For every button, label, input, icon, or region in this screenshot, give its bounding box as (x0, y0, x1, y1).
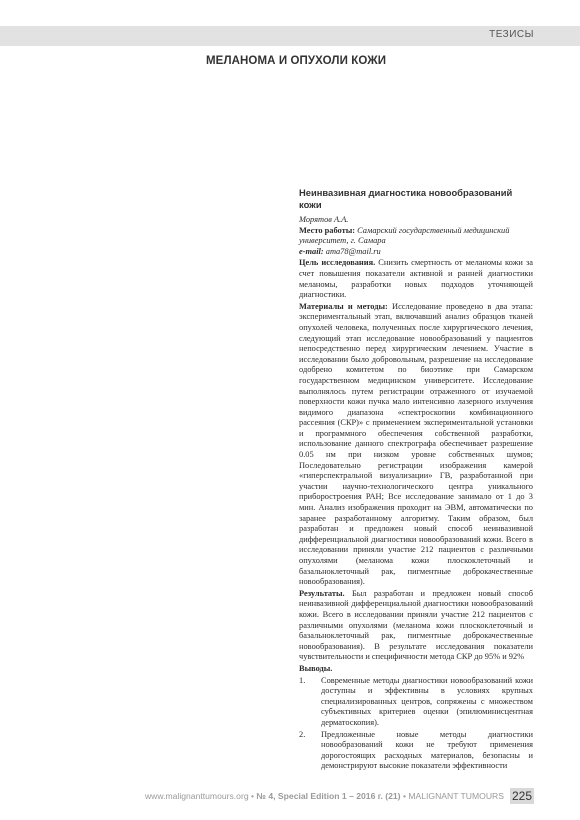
footer-issue: № 4, Special Edition 1 – 2016 г. (21) (256, 791, 401, 801)
list-item-number: 1. (299, 675, 306, 685)
methods-label: Материалы и методы: (299, 301, 388, 311)
section-label: ТЕЗИСЫ (489, 29, 534, 40)
footer-text: www.malignanttumours.org • № 4, Special Edition 1 – 2016 г. (21) • MALIGNANT TUMOURS (144, 791, 504, 801)
methods-paragraph (299, 302, 533, 588)
article-title: Неинвазивная диагностика новообразований кожи (299, 187, 513, 210)
workplace-value: Самарский государственный медицинский университет, г. Самара (299, 225, 510, 246)
page-footer (0, 788, 580, 804)
footer-journal: MALIGNANT TUMOURS (408, 791, 504, 801)
results-label: Результаты. (299, 588, 345, 598)
results-paragraph (299, 589, 533, 663)
email-value: ama78@mail.ru (325, 246, 381, 256)
results-text: Был разработан и предложен новый способ неинвазивной дифференциальной диагностики новообразований кожи. Всего в исследовании приняли участие 212 пациентов с различными опухолями (меланома кожи плоскоклеточный и базальноклеточный рак, пигментные доброкачественные новообразования). В результате исследования показатели чувствительности и специфичности метода СКР до 95% и 92% (299, 588, 533, 662)
list-item (299, 676, 533, 729)
article (299, 187, 533, 772)
aim-paragraph (299, 258, 533, 300)
rubric-title: МЕЛАНОМА И ОПУХОЛИ КОЖИ (206, 55, 387, 67)
list-item (299, 730, 533, 772)
workplace-label: Место работы: (299, 225, 356, 235)
page-number: 225 (511, 789, 533, 803)
workplace (299, 226, 533, 247)
email (299, 247, 533, 258)
footer-site-link[interactable]: www.malignanttumours.org (144, 791, 249, 801)
list-item-text: Современные методы диагностики новообразований кожи доступны и эффективны в условиях крупных специализированных центров, сопряжены с множеством субъективных критериев оценки (эпилюминисцентная дерматоскопия). (321, 675, 533, 727)
email-label: e-mail: (299, 246, 324, 256)
list-item-number: 2. (299, 729, 306, 739)
methods-text: Исследование проведено в два этапа: экспериментальный этап, включавший анализ образцов тканей опухолей человека, полученных после хирургического лечения, следующий этап исследование новообразований у пациентов непосредственно перед хирургическим лечением. Участие в исследовании было добровольным, разрешение на исследование одобрено комитетом по биоэтике при Самарском государственном медицинском университете. Исследование выполнялось путем регистрации отраженного от изучаемой поверхности кожи пучка мало интенсивно лазерного излучения видимого диапазона «спектроскопии комбинационного рассеяния (СКР)» с применением экспериментальной установки и программного обеспечения собственной разработки, использование данного спектрографа обеспечивает разрешение 0.05 нм при низком уровне собственных шумов; Последовательно регистрации изображения камерой «гиперспектральной визуализации» ГВ, разработанной при участии научно-технологического центра уникального приборостроения РАН; Все исследование занимало от 1 до 3 мин. Анализ изображения проходит на ЭВМ, автоматически по заранее разработанному алгоритму. Таким образом, был разработан и предложен новый способ неинвазивной дифференциальной диагностики новообразований кожи. Всего в исследовании приняли участие 212 пациентов с различными опухолями (меланома кожи плоскоклеточный и базальноклеточный рак, пигментные доброкачественные новообразования). (299, 301, 533, 587)
author: Морятов А.А. (299, 215, 349, 224)
conclusions-label: Выводы. (299, 663, 333, 673)
aim-label: Цель исследования. (299, 258, 376, 268)
top-section-bar (0, 26, 580, 46)
aim-text: Снизить смертность от меланомы кожи за счет повышения показатели активной и ранней диагностики меланомы, разработки новых подходов уточняющей диагностики. (299, 258, 533, 300)
conclusions-list (299, 676, 533, 772)
list-item-text: Предложенные новые методы диагностики новообразований кожи не требуют применения дорогостоящих расходных материалов, безопасны и демонстрируют высокие показатели эффективности (321, 729, 533, 771)
